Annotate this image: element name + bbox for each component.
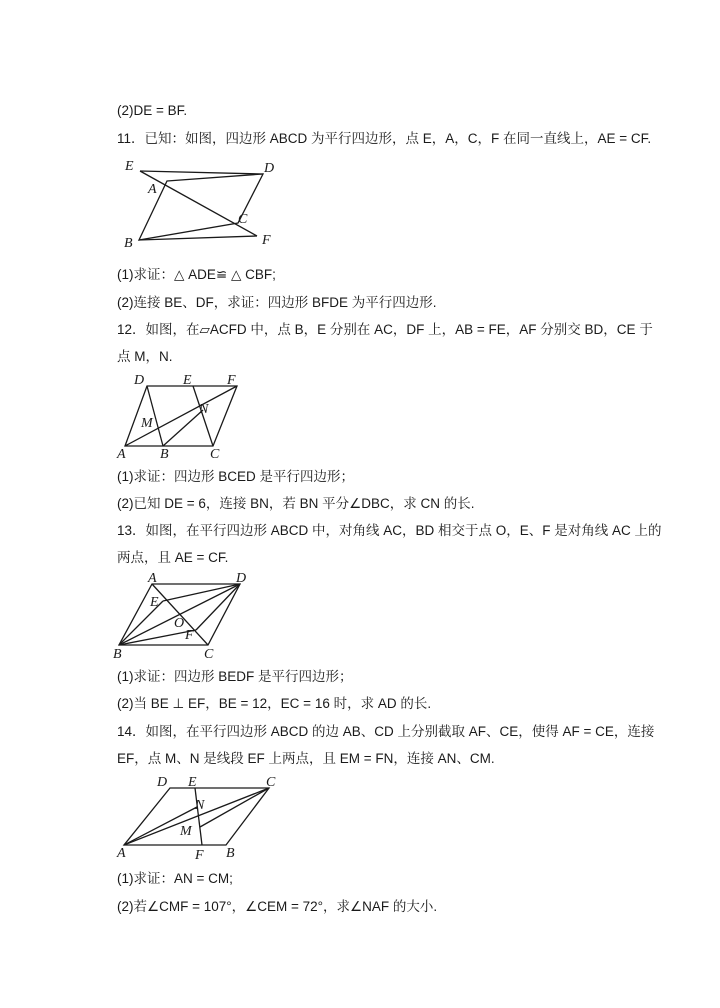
fig13-label-o: O: [174, 616, 185, 631]
fig13-label-f: F: [185, 628, 194, 643]
line-q12-stem-1: 12．如图，在▱ACFD 中，点 B，E 分别在 AC，DF 上，AB = FE，AF 分别交 BD，CE 于: [117, 322, 653, 337]
line-q11-part2: (2)连接 BE、DF，求证：四边形 BFDE 为平行四边形.: [117, 295, 437, 310]
fig12-label-e: E: [183, 373, 192, 388]
line-q13-part2: (2)当 BE ⊥ EF，BE = 12，EC = 16 时，求 AD 的长.: [117, 696, 432, 711]
fig12-label-b: B: [160, 447, 169, 462]
fig13-label-d: D: [236, 571, 247, 586]
line-q14-part1: (1)求证：AN = CM;: [117, 871, 233, 886]
fig14-label-d: D: [157, 775, 168, 790]
fig13-diagonal-bd: [119, 584, 240, 645]
fig14-label-f: F: [195, 848, 204, 863]
line-q10-part2: (2)DE = BF.: [117, 103, 188, 118]
line-q13-part1: (1)求证：四边形 BEDF 是平行四边形；: [117, 669, 353, 684]
fig11-label-f: F: [262, 233, 271, 248]
fig12-label-c: C: [210, 447, 220, 462]
line-q11-stem: 11．已知：如图，四边形 ABCD 为平行四边形，点 E，A，C，F 在同一直线上，AE = CF.: [117, 131, 652, 146]
fig14-label-a: A: [117, 846, 126, 861]
figure-q14: [115, 772, 280, 862]
fig13-label-c: C: [204, 647, 214, 662]
line-q12-stem-2: 点 M，N.: [117, 349, 173, 364]
figure-q13: [112, 572, 257, 660]
fig14-label-b: B: [226, 846, 235, 861]
fig11-label-e: E: [125, 159, 134, 174]
fig11-segment-ed: [140, 171, 263, 174]
fig11-label-d: D: [264, 161, 275, 176]
fig11-label-c: C: [238, 212, 248, 227]
fig12-label-m: M: [141, 416, 153, 431]
line-q13-stem-1: 13．如图，在平行四边形 ABCD 中，对角线 AC，BD 相交于点 O，E、F 是对角线 AC 上的: [117, 523, 662, 538]
fig12-label-d: D: [134, 373, 145, 388]
fig11-label-b: B: [124, 236, 133, 251]
fig12-label-n: N: [199, 402, 209, 417]
line-q14-stem-2: EF，点 M、N 是线段 EF 上两点，且 EM = FN，连接 AN、CM.: [117, 751, 495, 766]
figure-q11: [120, 155, 280, 250]
line-q12-part2: (2)已知 DE = 6，连接 BN，若 BN 平分∠DBC，求 CN 的长.: [117, 496, 475, 511]
fig13-label-a: A: [148, 571, 157, 586]
fig14-label-m: M: [180, 824, 192, 839]
figure-q12: [115, 372, 255, 460]
line-q12-part1: (1)求证：四边形 BCED 是平行四边形；: [117, 469, 355, 484]
fig14-label-c: C: [266, 775, 276, 790]
line-q14-part2: (2)若∠CMF = 107°，∠CEM = 72°，求∠NAF 的大小.: [117, 899, 438, 914]
fig14-segment-cm: [200, 788, 269, 827]
fig13-segment-ed: [163, 584, 240, 601]
fig13-segment-fd: [196, 584, 240, 630]
fig14-label-e: E: [188, 775, 197, 790]
fig11-label-a: A: [148, 182, 157, 197]
fig12-label-f: F: [227, 373, 236, 388]
fig12-label-a: A: [117, 447, 126, 462]
fig11-parallelogram-abcd: [139, 174, 263, 240]
fig13-label-b: B: [113, 647, 122, 662]
line-q14-stem-1: 14．如图，在平行四边形 ABCD 的边 AB、CD 上分别截取 AF、CE，使得 AF = CE，连接: [117, 724, 655, 739]
fig14-label-n: N: [195, 798, 205, 813]
line-q13-stem-2: 两点，且 AE = CF.: [117, 550, 229, 565]
line-q11-part1: (1)求证：△ ADE≌ △ CBF;: [117, 267, 276, 282]
fig13-label-e: E: [150, 595, 159, 610]
